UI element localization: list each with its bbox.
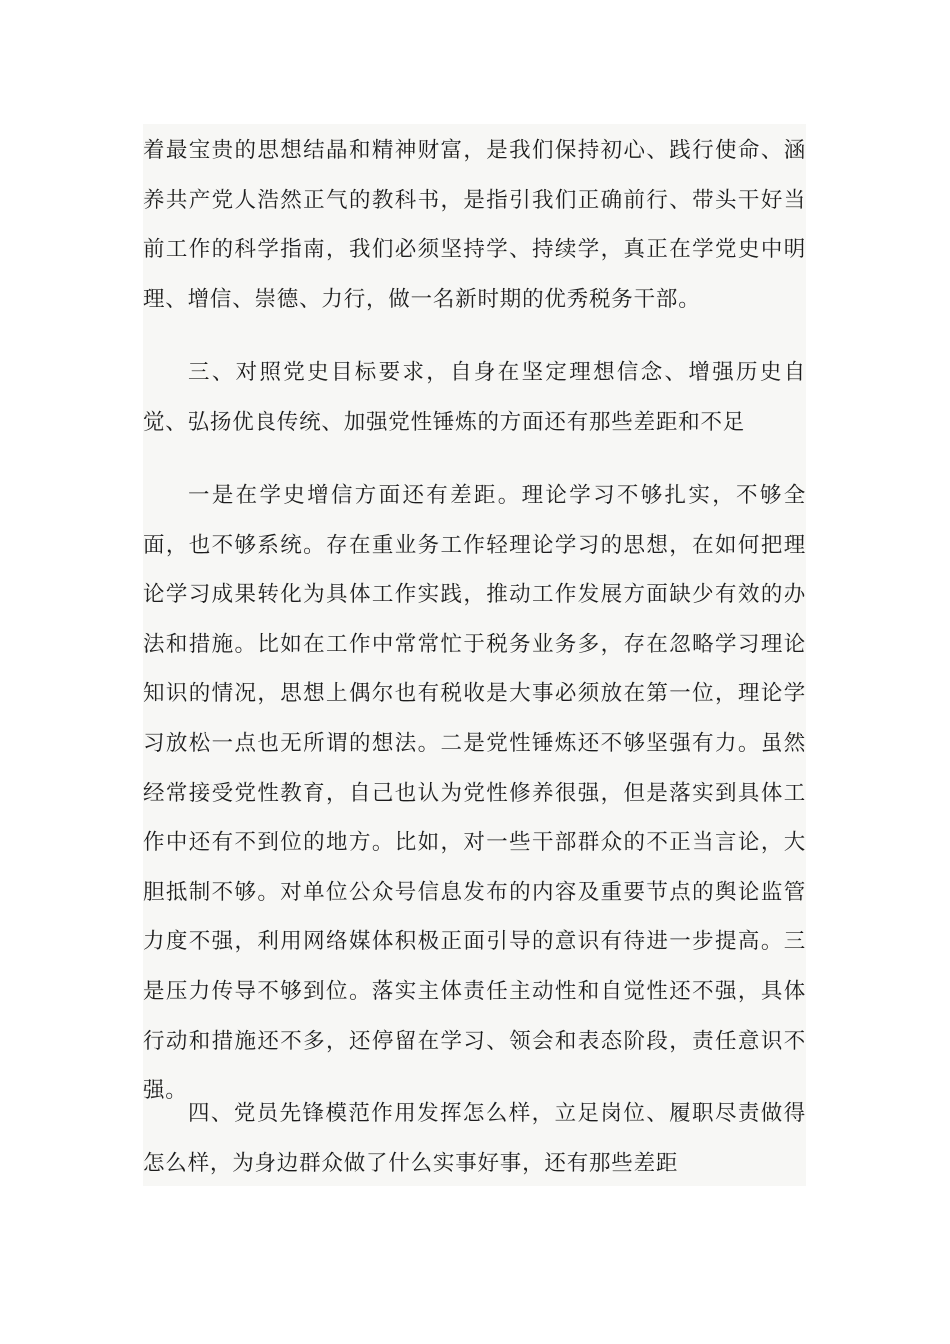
document-page	[143, 124, 806, 1186]
section-heading-four: 四、党员先锋模范作用发挥怎么样，立足岗位、履职尽责做得怎么样，为身边群众做了什么实事好事，还有那些差距	[143, 1101, 806, 1176]
section-heading-three: 三、对照党史目标要求，自身在坚定理想信念、增强历史自觉、弘扬优良传统、加强党性锤炼的方面还有那些差距和不足	[143, 360, 806, 435]
paragraph-continuation: 着最宝贵的思想结晶和精神财富，是我们保持初心、践行使命、涵养共产党人浩然正气的教科书，是指引我们正确前行、带头干好当前工作的科学指南，我们必须坚持学、持续学，真正在学党史中明理、增信、崇德、力行，做一名新时期的优秀税务干部。	[143, 138, 806, 312]
paragraph-section-three-body: 一是在学史增信方面还有差距。理论学习不够扎实，不够全面，也不够系统。存在重业务工作轻理论学习的思想，在如何把理论学习成果转化为具体工作实践，推动工作发展方面缺少有效的办法和措施。比如在工作中常常忙于税务业务多，存在忽略学习理论知识的情况，思想上偶尔也有税收是大事必须放在第一位，理论学习放松一点也无所谓的想法。二是党性锤炼还不够坚强有力。虽然经常接受党性教育，自己也认为党性修养很强，但是落实到具体工作中还有不到位的地方。比如，对一些干部群众的不正当言论，大胆抵制不够。对单位公众号信息发布的内容及重要节点的舆论监管力度不强，利用网络媒体积极正面引导的意识有待进一步提高。三是压力传导不够到位。落实主体责任主动性和自觉性还不强，具体行动和措施还不多，还停留在学习、领会和表态阶段，责任意识不强。	[143, 483, 806, 1104]
